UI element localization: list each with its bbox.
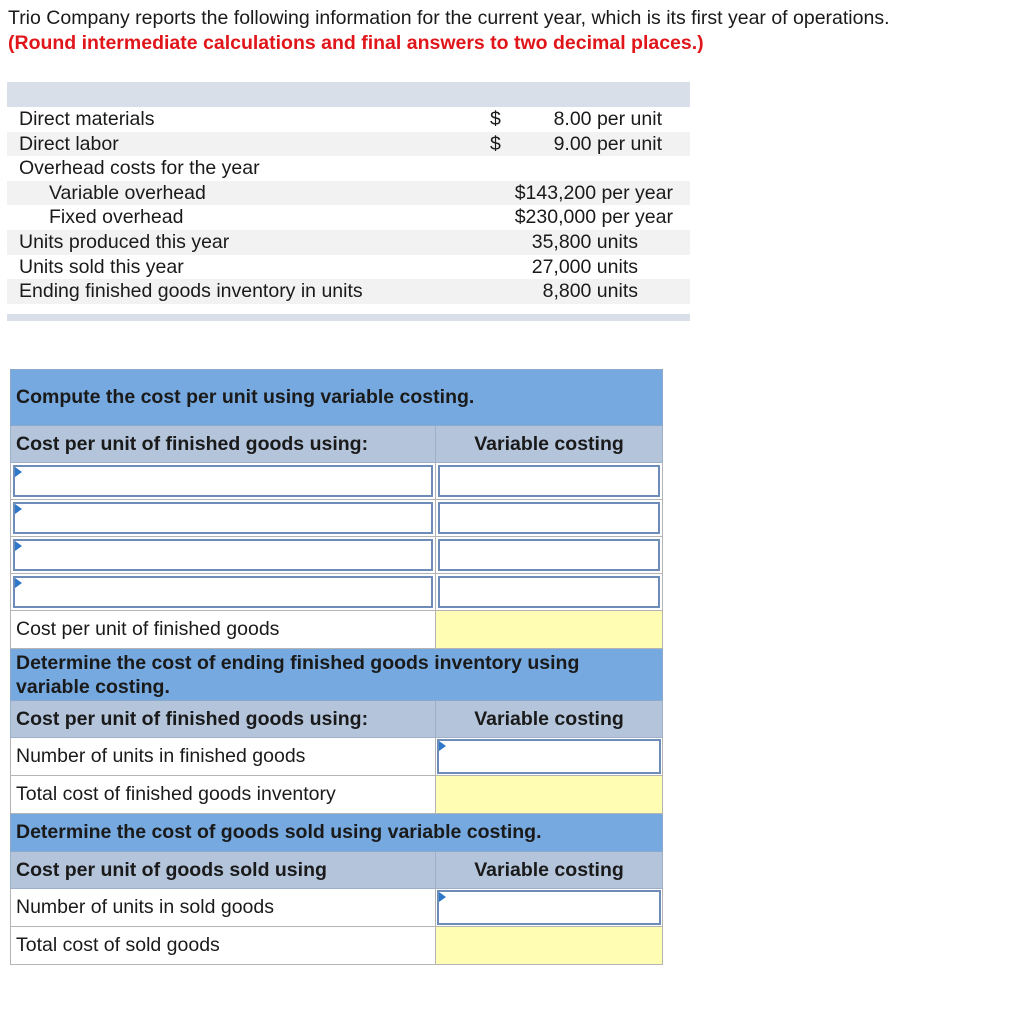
row-value: 35,800 units	[531, 230, 638, 253]
given-data-table	[7, 82, 690, 321]
column-header-label: Cost per unit of finished goods using:	[11, 701, 436, 738]
dropdown-marker-icon	[15, 578, 22, 588]
column-header-label: Cost per unit of goods sold using	[11, 852, 436, 889]
dollar-sign: $	[490, 132, 501, 155]
input-row	[11, 574, 663, 611]
row-value: 9.00 per unit	[553, 132, 662, 155]
dropdown-marker-icon	[439, 741, 446, 751]
amount-input-cell	[436, 574, 663, 611]
total-label: Total cost of sold goods	[11, 927, 436, 965]
label-input[interactable]	[15, 578, 431, 606]
problem-statement	[8, 6, 1013, 56]
row-label: Units produced this year	[19, 230, 230, 253]
section-header-cogs	[11, 814, 663, 852]
section-title: Determine the cost of goods sold using variable costing.	[11, 814, 663, 852]
amount-input[interactable]	[440, 541, 658, 569]
row-label: Direct materials	[19, 108, 155, 130]
section-header-ending-inventory	[11, 649, 663, 701]
row-units-sold	[7, 255, 690, 280]
units-finished-goods-input[interactable]	[439, 741, 659, 772]
label-input[interactable]	[15, 504, 431, 532]
row-fixed-overhead	[7, 205, 690, 230]
input-row	[11, 537, 663, 574]
dollar-sign: $	[490, 108, 501, 130]
problem-text: Trio Company reports the following information for the current year, which is its first year of operations.	[8, 7, 890, 29]
label-input-cell	[11, 500, 436, 537]
units-sold-row	[11, 889, 663, 927]
label-input-box[interactable]	[13, 502, 433, 534]
label-input-box[interactable]	[13, 576, 433, 608]
row-variable-overhead	[7, 181, 690, 206]
row-value: $230,000 per year	[514, 206, 673, 229]
label-input-cell	[11, 574, 436, 611]
row-value: $143,200 per year	[514, 181, 673, 204]
row-label: Overhead costs for the year	[19, 157, 260, 180]
label-input[interactable]	[15, 541, 431, 569]
computed-inventory-cost-cell	[436, 776, 663, 814]
units-sold-input[interactable]	[439, 892, 659, 923]
amount-input-cell	[436, 500, 663, 537]
units-finished-goods-row	[11, 738, 663, 776]
section-header-cost-per-unit	[11, 370, 663, 426]
total-finished-goods-row	[11, 776, 663, 814]
row-units-produced	[7, 230, 690, 255]
units-input-box[interactable]	[437, 890, 661, 925]
column-header-variable-costing: Variable costing	[436, 426, 663, 463]
units-input-box[interactable]	[437, 739, 661, 774]
row-direct-materials	[7, 107, 690, 132]
row-value: 8,800 units	[542, 280, 638, 303]
column-header-row	[11, 701, 663, 738]
units-input-cell	[436, 738, 663, 776]
amount-input-box[interactable]	[438, 465, 660, 497]
amount-input[interactable]	[440, 578, 658, 606]
row-label: Fixed overhead	[49, 206, 184, 229]
total-cost-per-unit-row	[11, 611, 663, 649]
total-sold-goods-row	[11, 927, 663, 965]
row-ending-inventory	[7, 279, 690, 304]
amount-input-box[interactable]	[438, 539, 660, 571]
column-header-row	[11, 426, 663, 463]
dropdown-marker-icon	[439, 892, 446, 902]
column-header-label: Cost per unit of finished goods using:	[11, 426, 436, 463]
input-row	[11, 500, 663, 537]
label-input-box[interactable]	[13, 465, 433, 497]
row-label: Units sold this year	[19, 255, 184, 278]
section-title: Determine the cost of ending finished goods inventory using variable costing.	[11, 649, 663, 701]
column-header-variable-costing: Variable costing	[436, 852, 663, 889]
amount-input-cell	[436, 537, 663, 574]
amount-input-box[interactable]	[438, 576, 660, 608]
column-header-variable-costing: Variable costing	[436, 701, 663, 738]
total-label: Total cost of finished goods inventory	[11, 776, 436, 814]
row-value: 8.00 per unit	[553, 108, 662, 130]
table-bottom-bar	[7, 314, 690, 321]
dropdown-marker-icon	[15, 504, 22, 514]
amount-input[interactable]	[440, 504, 658, 532]
rounding-instruction: (Round intermediate calculations and final answers to two decimal places.)	[8, 32, 704, 54]
table-top-bar	[7, 82, 690, 107]
row-label: Variable overhead	[49, 181, 206, 204]
units-label: Number of units in sold goods	[11, 889, 436, 927]
row-label: Ending finished goods inventory in units	[19, 280, 363, 303]
section-title: Compute the cost per unit using variable costing.	[11, 370, 663, 426]
row-direct-labor	[7, 132, 690, 157]
units-label: Number of units in finished goods	[11, 738, 436, 776]
row-overhead-costs	[7, 156, 690, 181]
amount-input-cell	[436, 463, 663, 500]
total-label: Cost per unit of finished goods	[11, 611, 436, 649]
computed-cogs-cell	[436, 927, 663, 965]
amount-input-box[interactable]	[438, 502, 660, 534]
label-input-cell	[11, 463, 436, 500]
amount-input[interactable]	[440, 467, 658, 495]
units-input-cell	[436, 889, 663, 927]
dropdown-marker-icon	[15, 467, 22, 477]
row-label: Direct labor	[19, 132, 119, 155]
row-value: 27,000 units	[531, 255, 638, 278]
label-input-box[interactable]	[13, 539, 433, 571]
label-input-cell	[11, 537, 436, 574]
dropdown-marker-icon	[15, 541, 22, 551]
column-header-row	[11, 852, 663, 889]
computed-cost-per-unit-cell	[436, 611, 663, 649]
input-row	[11, 463, 663, 500]
variable-costing-worksheet	[10, 369, 663, 965]
label-input[interactable]	[15, 467, 431, 495]
